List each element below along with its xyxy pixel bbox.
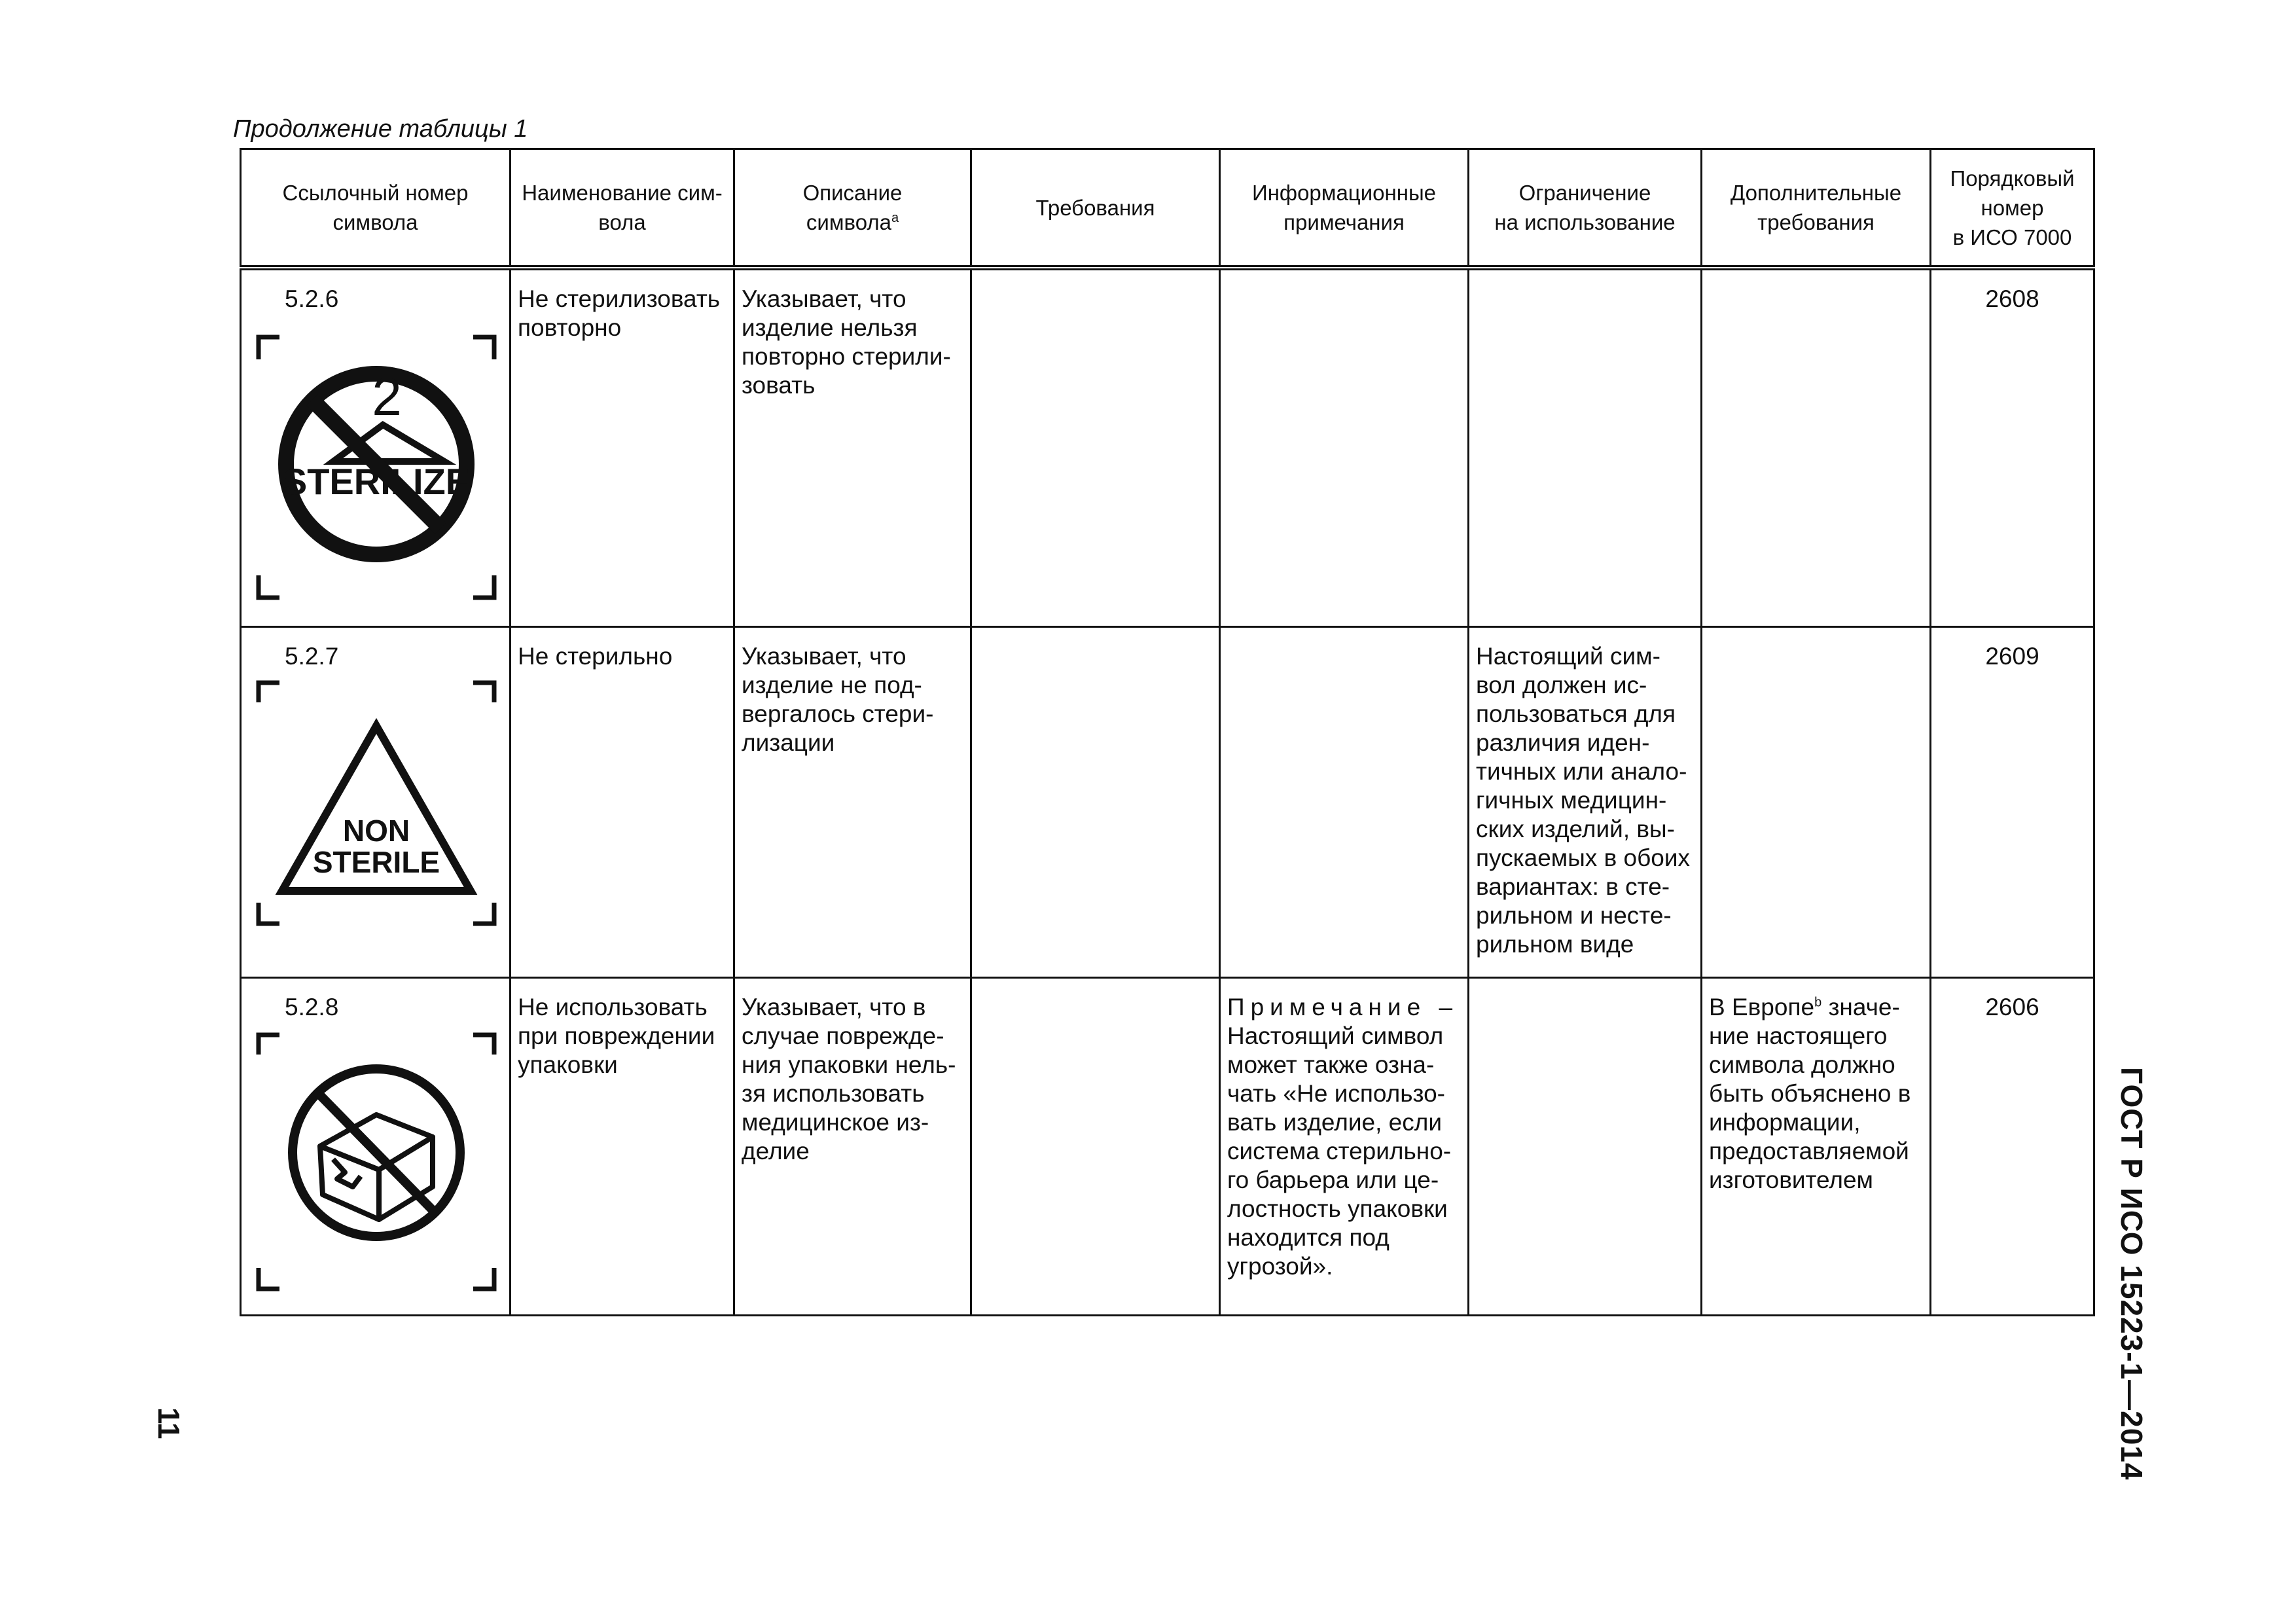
restriction-cell: Настоящий сим- вол должен ис- пользоваться для различия иден- тичных или анало- гичных медицин- ских изделий, вы- пускаемых в обоих вариантах: в сте- рильном и несте- рильном виде xyxy=(1469,626,1702,977)
iso-number-cell: 2606 xyxy=(1931,977,2094,1315)
svg-text:STERILIZE: STERILIZE xyxy=(282,461,471,502)
requirements-cell xyxy=(971,268,1220,626)
table-row xyxy=(241,268,2094,626)
svg-text:2: 2 xyxy=(372,367,402,427)
header-description: Описание символа$^a$ xyxy=(734,149,971,268)
requirements-cell xyxy=(971,626,1220,977)
non-sterile-icon xyxy=(255,679,498,928)
info-notes-cell xyxy=(1220,268,1469,626)
header-requirements: Требования xyxy=(971,149,1220,268)
description-cell: Указывает, что в случае поврежде- ния упаковки нель- зя использовать медицинское из- делие xyxy=(734,977,971,1315)
table-caption: Продолжение таблицы 1 xyxy=(233,115,528,143)
info-notes-cell xyxy=(1220,626,1469,977)
additional-cell xyxy=(1702,626,1931,977)
table-row xyxy=(241,626,2094,977)
header-name: Наименование сим- вола xyxy=(511,149,734,268)
do-not-use-if-package-damaged-icon xyxy=(255,1031,498,1293)
ref-number: 5.2.7 xyxy=(285,642,339,670)
description-cell: Указывает, что изделие нельзя повторно стерили- зовать xyxy=(734,268,971,626)
additional-cell: В Европе$^b$ значе- ние настоящего символа должно быть объяснено в информации, предоставляемой изготовителем xyxy=(1702,977,1931,1315)
svg-text:NON: NON xyxy=(342,813,410,848)
header-iso-number: Порядковый номер в ИСО 7000 xyxy=(1931,149,2094,268)
header-row xyxy=(241,149,2094,268)
ref-cell xyxy=(241,268,511,626)
ref-number: 5.2.6 xyxy=(285,285,339,312)
name-cell: Не стерильно xyxy=(511,626,734,977)
page-number: 11 xyxy=(152,1407,186,1439)
svg-text:STERILE: STERILE xyxy=(312,844,440,879)
iso-number-cell: 2608 xyxy=(1931,268,2094,626)
header-info-notes: Информационные примечания xyxy=(1220,149,1469,268)
restriction-cell xyxy=(1469,977,1702,1315)
ref-cell xyxy=(241,626,511,977)
note-label: Примечание – xyxy=(1227,993,1459,1020)
header-additional: Дополнительные требования xyxy=(1702,149,1931,268)
restriction-cell xyxy=(1469,268,1702,626)
info-notes-cell: Примечание – Настоящий символ может также озна- чать «Не использо- вать изделие, если система стерильно- го барьера или це- лостность упаковки находится под угрозой». xyxy=(1220,977,1469,1315)
iso-number-cell: 2609 xyxy=(1931,626,2094,977)
symbols-table xyxy=(240,148,2095,1316)
document-side-title: ГОСТ Р ИСО 15223-1—2014 xyxy=(2115,1067,2149,1481)
additional-cell xyxy=(1702,268,1931,626)
name-cell: Не стерилизовать повторно xyxy=(511,268,734,626)
header-ref: Ссылочный номер символа xyxy=(241,149,511,268)
do-not-resterilize-icon xyxy=(255,333,498,602)
ref-cell xyxy=(241,977,511,1315)
name-cell: Не использовать при повреждении упаковки xyxy=(511,977,734,1315)
table-row xyxy=(241,977,2094,1315)
description-cell: Указывает, что изделие не под- вергалось стери- лизации xyxy=(734,626,971,977)
requirements-cell xyxy=(971,977,1220,1315)
ref-number: 5.2.8 xyxy=(285,993,339,1020)
header-restriction: Ограничение на использование xyxy=(1469,149,1702,268)
